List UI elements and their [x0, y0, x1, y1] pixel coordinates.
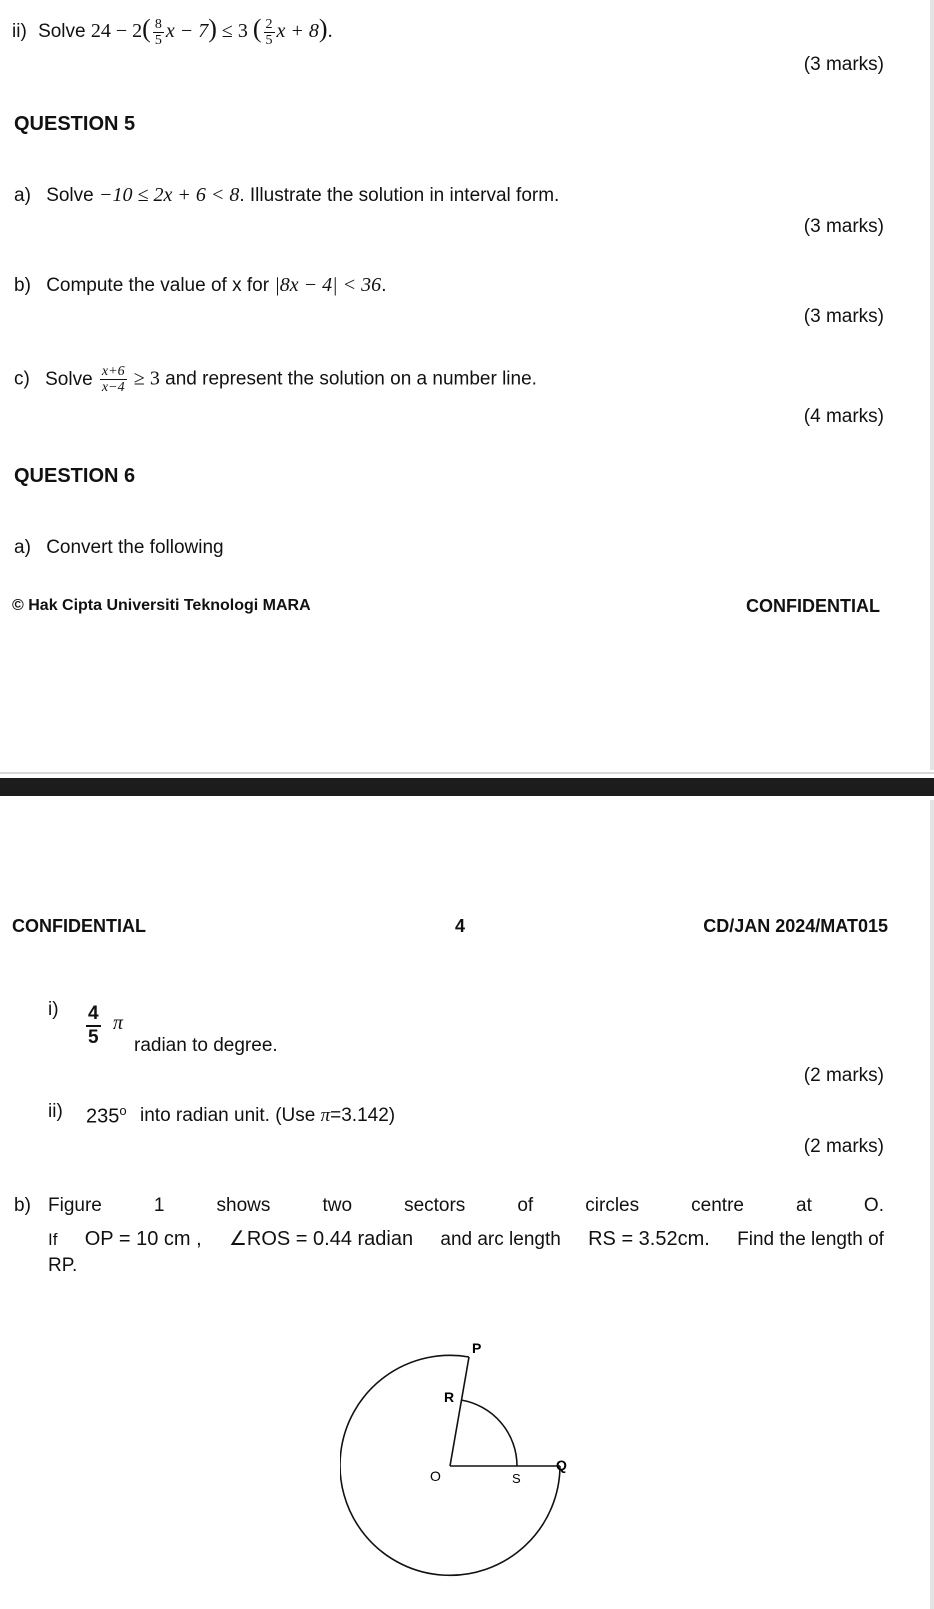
fraction-numerator: 8: [154, 16, 162, 32]
given-op: OP = 10 cm ,: [84, 1228, 202, 1250]
question-5-part-c: [14, 364, 537, 395]
fraction-denominator: 5: [265, 32, 273, 48]
instruction-text: into radian unit. (Use: [140, 1105, 316, 1126]
page-separator-bar: [0, 778, 934, 796]
part-label: ii): [12, 21, 27, 42]
question-b-line-3: RP.: [48, 1255, 78, 1276]
fraction-numerator: 2: [265, 16, 273, 32]
instruction-text: and arc length: [440, 1229, 561, 1250]
instruction-text: Convert the following: [46, 537, 224, 558]
math-term: x − 7: [165, 20, 209, 42]
instruction-text: Solve: [46, 185, 94, 206]
label-o: O: [430, 1468, 441, 1484]
question-5-part-b: [14, 274, 386, 297]
word: sectors: [404, 1195, 466, 1216]
math-term: ≤ 3: [216, 20, 248, 42]
question-5-heading: QUESTION 5: [14, 113, 136, 135]
question-5-part-a: [14, 184, 559, 207]
label-q: Q: [556, 1457, 567, 1473]
degree-symbol: o: [119, 1103, 127, 1118]
question-b-line-2: [48, 1226, 884, 1251]
pi-symbol: π: [320, 1105, 331, 1126]
instruction-text: Compute the value of x for: [46, 275, 270, 296]
word: centre: [691, 1195, 744, 1216]
page-number: 4: [455, 916, 466, 936]
part-label: a): [14, 537, 31, 558]
math-expression: ≥ 3: [133, 367, 160, 390]
fraction-x6-x4: [100, 364, 127, 395]
page-edge: [930, 0, 934, 770]
header-course-code: CD/JAN 2024/MAT015: [703, 916, 888, 936]
word: two: [322, 1195, 353, 1216]
fraction-denominator: 5: [154, 32, 162, 48]
instruction-text: radian to degree.: [134, 1035, 278, 1056]
math-term: 24 − 2: [90, 20, 143, 42]
fraction-4-5-pi: [86, 1003, 101, 1049]
confidential-footer: CONFIDENTIAL: [746, 596, 880, 616]
word: Figure: [48, 1195, 102, 1216]
fraction-2-5: [264, 17, 275, 48]
math-expression: |8x − 4| < 36: [274, 274, 382, 296]
label-p: P: [472, 1340, 482, 1356]
marks-label: (3 marks): [803, 306, 884, 327]
part-label: c): [14, 368, 30, 390]
instruction-text: Solve: [45, 368, 93, 390]
question-b-line-1: [48, 1195, 884, 1217]
part-label: i): [48, 999, 59, 1020]
given-angle: ∠ROS = 0.44 radian: [228, 1228, 414, 1250]
degree-value: [86, 1103, 127, 1129]
marks-label: (2 marks): [803, 1136, 884, 1157]
convert-instruction: [140, 1105, 395, 1127]
word: circles: [585, 1195, 640, 1216]
marks-label: (3 marks): [803, 216, 884, 237]
fraction-denominator: 5: [88, 1027, 99, 1048]
figure-two-sectors: [340, 1320, 600, 1605]
part-label: a): [14, 185, 31, 206]
part-label: ii): [48, 1101, 63, 1122]
label-s: S: [512, 1471, 521, 1486]
given-arc: RS = 3.52cm.: [588, 1228, 710, 1250]
fraction-denominator: x−4: [101, 380, 125, 395]
math-term: .: [327, 20, 333, 42]
question-6-part-a: [14, 537, 224, 559]
instruction-text: . Illustrate the solution in interval form.: [239, 185, 560, 206]
marks-label: (3 marks): [803, 54, 884, 75]
instruction-text: Find the length of: [737, 1229, 884, 1250]
degree-number: 235: [86, 1105, 120, 1128]
instruction-text: Solve: [38, 21, 86, 42]
small-arc-rs: [461, 1400, 517, 1466]
fraction-4-5: [86, 1003, 101, 1049]
word: shows: [216, 1195, 271, 1216]
header-confidential: CONFIDENTIAL: [12, 916, 146, 936]
fraction-8-5: [153, 17, 164, 48]
page-separator-line: [0, 772, 934, 774]
fraction-numerator: 4: [86, 1003, 101, 1027]
question-6-heading: QUESTION 6: [14, 465, 136, 487]
instruction-text: and represent the solution on a number line.: [165, 368, 537, 390]
marks-label: (2 marks): [803, 1065, 884, 1086]
fraction-numerator: x+6: [101, 364, 125, 379]
radius-op: [450, 1357, 469, 1466]
part-label: b): [14, 1195, 31, 1216]
pi-symbol: π: [113, 1012, 124, 1034]
question-4-part-ii: [12, 14, 333, 48]
instruction-text: .: [381, 275, 387, 296]
copyright-footer: © Hak Cipta Universiti Teknologi MARA: [12, 597, 311, 614]
word: If: [48, 1230, 58, 1249]
word: of: [517, 1195, 534, 1216]
page-edge: [930, 800, 934, 1609]
part-label: b): [14, 275, 31, 296]
math-expression: −10 ≤ 2x + 6 < 8: [99, 184, 240, 206]
label-r: R: [444, 1389, 455, 1405]
math-term: x + 8: [276, 20, 319, 42]
instruction-text: =3.142): [330, 1105, 396, 1126]
word: at: [796, 1195, 812, 1216]
marks-label: (4 marks): [803, 406, 884, 427]
word: O.: [863, 1195, 884, 1216]
word: 1: [153, 1195, 165, 1216]
math-expression: 24 − 2( $\frac{8}{5}$ x − 7) ≤ 3 ( $\frac{2}{5}$ x + 8).: [90, 14, 333, 48]
